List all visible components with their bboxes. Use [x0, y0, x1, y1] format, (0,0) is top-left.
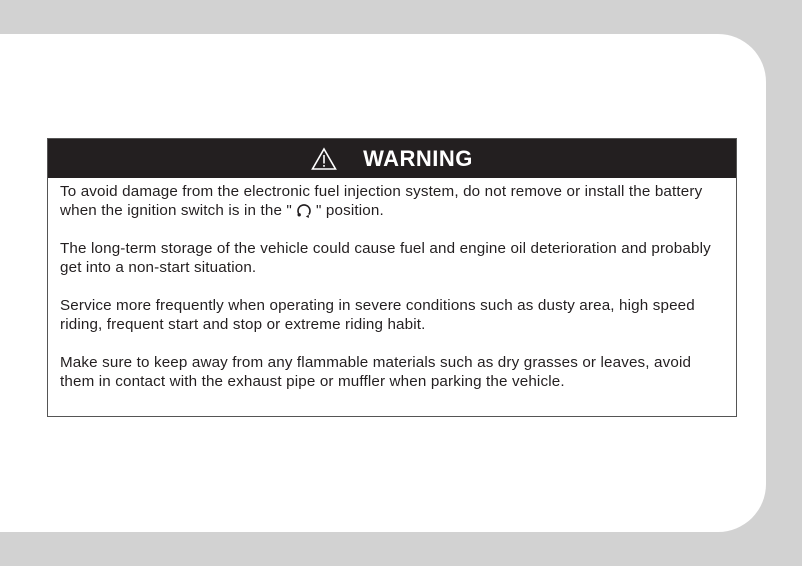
warning-body: [48, 178, 736, 391]
warning-header: [48, 139, 736, 178]
ignition-on-icon: [294, 201, 314, 219]
warning-paragraph-4: Make sure to keep away from any flammable materials such as dry grasses or leaves, avoid them in contact with the exhaust pipe or muffler when parking the vehicle.: [60, 354, 692, 390]
warning-title: WARNING: [363, 145, 473, 171]
warning-box: [47, 138, 737, 417]
warning-paragraph-3: Service more frequently when operating in severe conditions such as dusty area, high speed riding, frequent start and stop or extreme riding habit.: [60, 297, 695, 333]
warning-paragraph-1: [60, 182, 726, 220]
paragraph-1-text-before: To avoid damage from the electronic fuel injection system, do not remove or install the battery when the ignition switch is in the ": [60, 183, 703, 219]
warning-paragraph-2: The long-term storage of the vehicle could cause fuel and engine oil deterioration and probably get into a non-start situation.: [60, 240, 711, 276]
paragraph-1-text-after: " position.: [315, 202, 384, 219]
warning-triangle-icon: [311, 147, 337, 171]
